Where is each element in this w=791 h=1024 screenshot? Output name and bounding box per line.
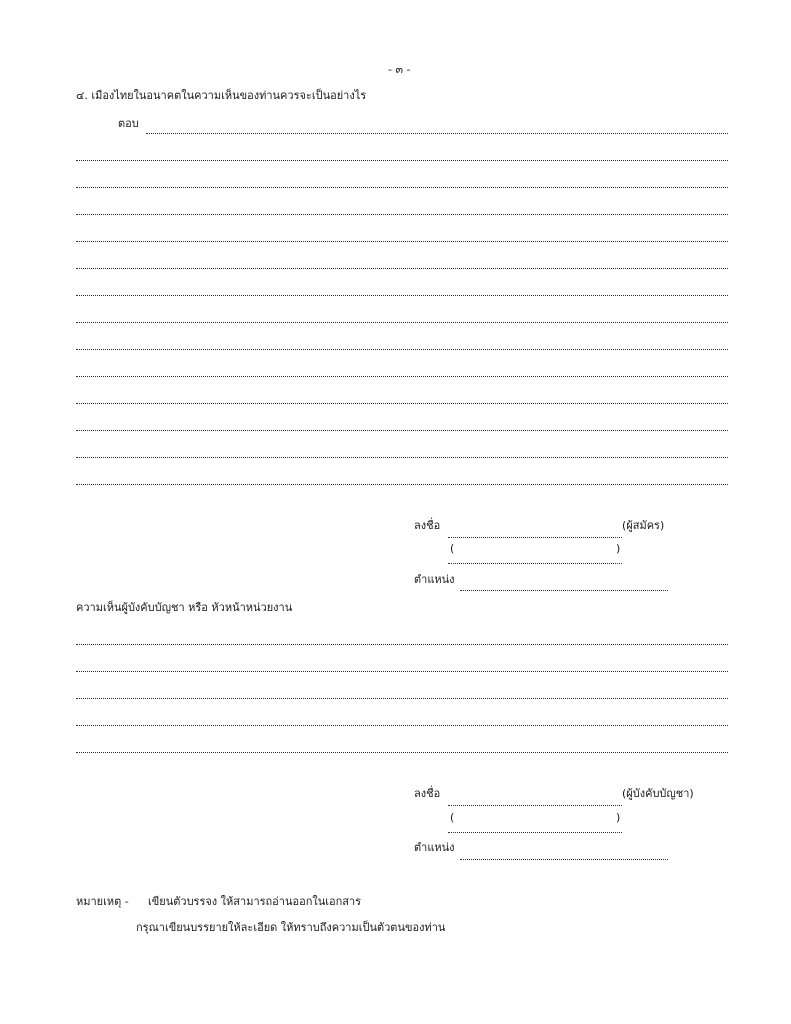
answer-line[interactable] (76, 457, 728, 458)
answer-line[interactable] (76, 187, 728, 188)
opinion-line[interactable] (76, 698, 728, 699)
answer-line[interactable] (76, 214, 728, 215)
page-number: - ๓ - (388, 63, 411, 76)
answer-line[interactable] (76, 160, 728, 161)
supervisor-paren-open: ( (450, 811, 455, 824)
opinion-line[interactable] (76, 671, 728, 672)
opinion-line[interactable] (76, 725, 728, 726)
applicant-name-line[interactable] (448, 563, 622, 564)
answer-line[interactable] (76, 268, 728, 269)
supervisor-position-line[interactable] (460, 859, 668, 860)
question-text: ๔. เมืองไทยในอนาคตในความเห็นของท่านควรจะเป็นอย่างไร (76, 89, 367, 102)
applicant-sign-line[interactable] (448, 537, 622, 538)
applicant-paren-close: ) (616, 542, 621, 555)
answer-line[interactable] (76, 295, 728, 296)
remarks-line-1: เขียนตัวบรรจง ให้สามารถอ่านออกในเอกสาร (148, 895, 362, 908)
supervisor-sign-label: ลงชื่อ (414, 787, 441, 800)
supervisor-opinion-heading: ความเห็นผู้บังคับบัญชา หรือ หัวหน้าหน่วยงาน (76, 601, 293, 614)
opinion-line[interactable] (76, 752, 728, 753)
supervisor-role: (ผู้บังคับบัญชา) (622, 787, 694, 800)
applicant-sign-label: ลงชื่อ (414, 519, 441, 532)
supervisor-name-line[interactable] (448, 832, 622, 833)
answer-line[interactable] (146, 133, 728, 134)
answer-line[interactable] (76, 349, 728, 350)
remarks-line-2: กรุณาเขียนบรรยายให้ละเอียด ให้ทราบถึงความเป็นตัวตนของท่าน (136, 921, 446, 934)
applicant-position-line[interactable] (460, 590, 668, 591)
answer-line[interactable] (76, 376, 728, 377)
applicant-role: (ผู้สมัคร) (622, 519, 665, 532)
answer-line[interactable] (76, 484, 728, 485)
supervisor-sign-line[interactable] (448, 805, 622, 806)
answer-line[interactable] (76, 403, 728, 404)
supervisor-paren-close: ) (616, 811, 621, 824)
applicant-position-label: ตำแหน่ง (414, 573, 455, 586)
answer-line[interactable] (76, 241, 728, 242)
remarks-label: หมายเหตุ - (76, 895, 129, 908)
answer-label: ตอบ (118, 117, 139, 130)
applicant-paren-open: ( (450, 542, 455, 555)
opinion-line[interactable] (76, 644, 728, 645)
answer-line[interactable] (76, 322, 728, 323)
supervisor-position-label: ตำแหน่ง (414, 841, 455, 854)
answer-line[interactable] (76, 430, 728, 431)
